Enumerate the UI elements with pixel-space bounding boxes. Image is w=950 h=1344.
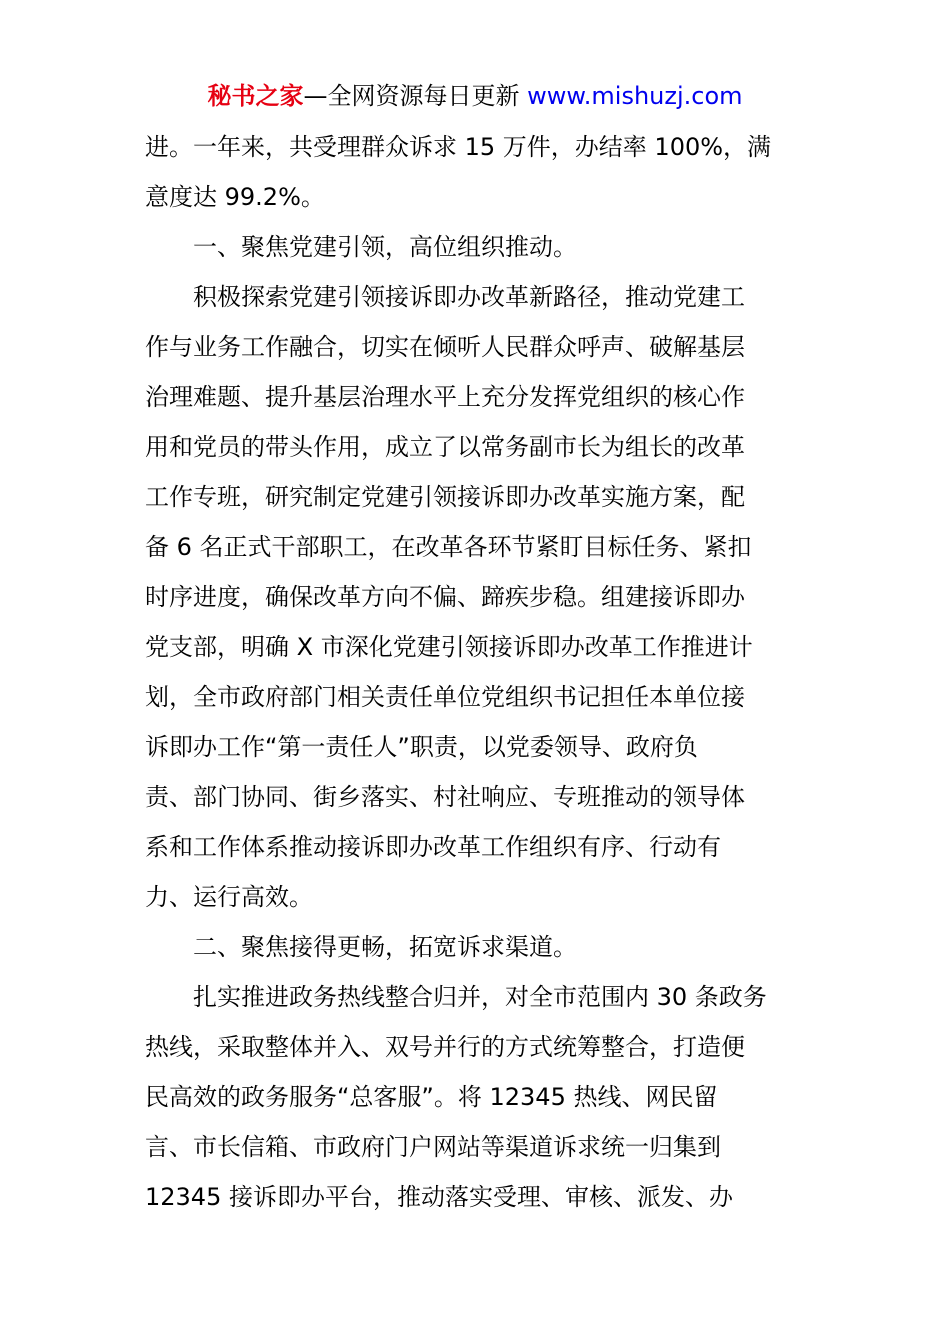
- text-line: 意度达 99.2%。: [145, 183, 325, 211]
- text-line: 党支部，明确 X 市深化党建引领接诉即办改革工作推进计: [145, 633, 753, 661]
- text-line: 民高效的政务服务“总客服”。将 12345 热线、网民留: [145, 1083, 718, 1111]
- text-line: 作与业务工作融合，切实在倾听人民群众呼声、破解基层: [145, 333, 745, 361]
- text-line: 扎实推进政务热线整合归并，对全市范围内 30 条政务: [193, 983, 767, 1011]
- text-line: 一、聚焦党建引领，高位组织推动。: [193, 233, 577, 261]
- text-line: 备 6 名正式干部职工，在改革各环节紧盯目标任务、紧扣: [145, 533, 752, 561]
- site-tagline: —全网资源每日更新: [303, 82, 528, 110]
- text-line: 治理难题、提升基层治理水平上充分发挥党组织的核心作: [145, 383, 745, 411]
- text-line: 力、运行高效。: [145, 883, 313, 911]
- text-line: 积极探索党建引领接诉即办改革新路径，推动党建工: [193, 283, 745, 311]
- text-line: 进。一年来，共受理群众诉求 15 万件，办结率 100%，满: [145, 133, 772, 161]
- text-line: 用和党员的带头作用，成立了以常务副市长为组长的改革: [145, 433, 745, 461]
- text-line: 言、市长信箱、市政府门户网站等渠道诉求统一归集到: [145, 1133, 721, 1161]
- page-header: [0, 80, 950, 112]
- site-url-link[interactable]: www.mishuzj.com: [527, 82, 743, 110]
- text-line: 12345 接诉即办平台，推动落实受理、审核、派发、办: [145, 1183, 733, 1211]
- text-line: 热线，采取整体并入、双号并行的方式统筹整合，打造便: [145, 1033, 745, 1061]
- text-line: 工作专班，研究制定党建引领接诉即办改革实施方案，配: [145, 483, 745, 511]
- site-brand: 秘书之家: [207, 82, 304, 110]
- text-line: 二、聚焦接得更畅，拓宽诉求渠道。: [193, 933, 577, 961]
- text-line: 诉即办工作“第一责任人”职责，以党委领导、政府负: [145, 733, 698, 761]
- text-line: 划，全市政府部门相关责任单位党组织书记担任本单位接: [145, 683, 745, 711]
- text-line: 系和工作体系推动接诉即办改革工作组织有序、行动有: [145, 833, 721, 861]
- text-line: 责、部门协同、街乡落实、村社响应、专班推动的领导体: [145, 783, 745, 811]
- text-line: 时序进度，确保改革方向不偏、蹄疾步稳。组建接诉即办: [145, 583, 745, 611]
- document-body: [145, 122, 810, 1222]
